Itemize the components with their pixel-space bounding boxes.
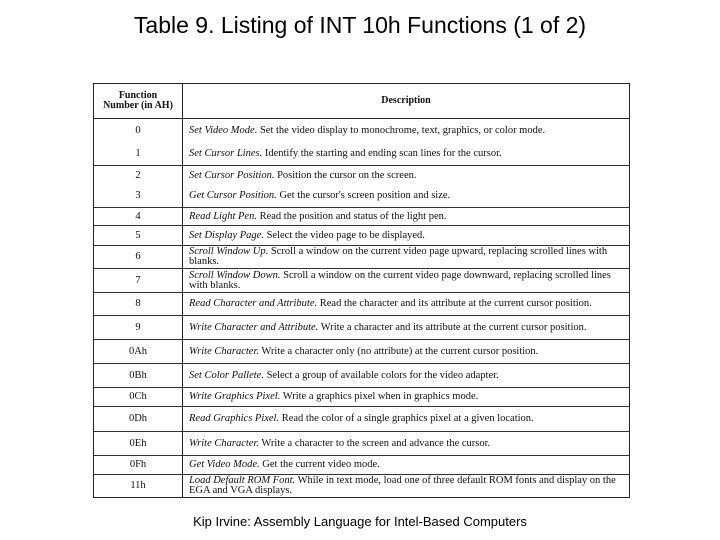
function-number: 6: [94, 246, 183, 269]
function-description: [183, 208, 630, 226]
function-description: [183, 432, 630, 456]
table-row: [94, 144, 630, 166]
table-row: [94, 407, 630, 432]
slide-title: Table 9. Listing of INT 10h Functions (1 of 2): [133, 12, 587, 38]
function-name: Write Graphics Pixel.: [189, 391, 281, 402]
function-name: Write Character.: [189, 437, 259, 449]
function-name: Scroll Window Down.: [189, 269, 281, 281]
table-row: [94, 432, 630, 456]
function-name: Set Color Pallete.: [189, 369, 264, 381]
function-number: 1: [94, 144, 183, 166]
function-name: Set Video Mode.: [189, 125, 258, 137]
function-desc-text: Read the character and its attribute at the current cursor position.: [317, 298, 592, 309]
function-number: 8: [94, 293, 183, 316]
table-row: [94, 269, 630, 293]
function-description: [183, 269, 630, 293]
table-row: [94, 364, 630, 388]
function-desc-text: Scroll a window on the current video page downward, replacing scrolled lines with blanks.: [189, 269, 611, 291]
function-number: 0Ah: [94, 340, 183, 364]
function-number: 5: [94, 226, 183, 246]
function-description: [183, 475, 630, 498]
function-description: [183, 316, 630, 340]
function-number: 0Fh: [94, 456, 183, 475]
function-description: [183, 456, 630, 475]
function-desc-text: Write a graphics pixel when in graphics mode.: [280, 391, 479, 402]
function-name: Load Default ROM Font.: [189, 475, 296, 486]
function-name: Get Video Mode.: [189, 459, 260, 470]
function-description: [183, 226, 630, 246]
function-name: Write Character.: [189, 345, 259, 357]
function-number: 0Bh: [94, 364, 183, 388]
function-name: Read Graphics Pixel.: [189, 413, 280, 424]
function-name: Set Cursor Position.: [189, 169, 275, 181]
function-number: 0Dh: [94, 407, 183, 432]
function-name: Set Display Page.: [189, 229, 264, 241]
function-description: [183, 340, 630, 364]
function-description: [183, 119, 630, 144]
function-number: 0: [94, 119, 183, 144]
table-header-row: [94, 84, 630, 119]
function-desc-text: While in text mode, load one of three default ROM fonts and display on the EGA and VGA displays.: [189, 475, 616, 496]
table-row: [94, 119, 630, 144]
function-number: 0Eh: [94, 432, 183, 456]
function-desc-text: Select the video page to be displayed.: [263, 229, 425, 241]
table-row: [94, 316, 630, 340]
function-name: Write Character and Attribute.: [189, 321, 319, 333]
table-row: [94, 226, 630, 246]
header-function-number: Function Number (in AH): [94, 84, 183, 119]
table-row: [94, 340, 630, 364]
function-desc-text: Identify the starting and ending scan lines for the cursor.: [262, 148, 502, 160]
function-name: Scroll Window Up.: [189, 246, 269, 257]
function-number: 2: [94, 166, 183, 186]
function-number: 11h: [94, 475, 183, 498]
function-description: [183, 388, 630, 407]
int10h-functions-table: [93, 83, 630, 498]
function-desc-text: Read the color of a single graphics pixel at a given location.: [279, 413, 534, 424]
function-description: [183, 246, 630, 269]
function-desc-text: Read the position and status of the light pen.: [256, 210, 447, 222]
function-desc-text: Write a character and its attribute at the current cursor position.: [318, 321, 587, 333]
table-row: [94, 293, 630, 316]
function-desc-text: Write a character to the screen and advance the cursor.: [259, 437, 491, 449]
table-row: [94, 388, 630, 407]
table-row: [94, 456, 630, 475]
function-number: 7: [94, 269, 183, 293]
function-number: 4: [94, 208, 183, 226]
function-name: Set Cursor Lines.: [189, 148, 263, 160]
function-description: [183, 293, 630, 316]
function-desc-text: Write a character only (no attribute) at the current cursor position.: [259, 345, 539, 357]
function-name: Read Character and Attribute.: [189, 298, 318, 309]
function-desc-text: Position the cursor on the screen.: [274, 169, 417, 181]
function-description: [183, 407, 630, 432]
table-row: [94, 246, 630, 269]
table-row: [94, 475, 630, 498]
function-number: 9: [94, 316, 183, 340]
function-desc-text: Scroll a window on the current video page upward, replacing scrolled lines with blanks.: [189, 246, 608, 267]
function-name: Read Light Pen.: [189, 210, 257, 222]
function-number: 0Ch: [94, 388, 183, 407]
function-name: Get Cursor Position.: [189, 190, 277, 202]
function-desc-text: Get the cursor's screen position and size.: [276, 190, 451, 202]
function-description: [183, 364, 630, 388]
table-row: [94, 186, 630, 208]
function-desc-text: Select a group of available colors for the video adapter.: [263, 369, 499, 381]
table-row: [94, 208, 630, 226]
header-description: Description: [183, 84, 630, 119]
function-desc-text: Get the current video mode.: [259, 459, 380, 470]
function-desc-text: Set the video display to monochrome, text, graphics, or color mode.: [257, 125, 546, 137]
table-row: [94, 166, 630, 186]
function-description: [183, 166, 630, 186]
function-description: [183, 186, 630, 208]
function-description: [183, 144, 630, 166]
function-number: 3: [94, 186, 183, 208]
slide-footer: Kip Irvine: Assembly Language for Intel-Based Computers: [193, 514, 527, 529]
